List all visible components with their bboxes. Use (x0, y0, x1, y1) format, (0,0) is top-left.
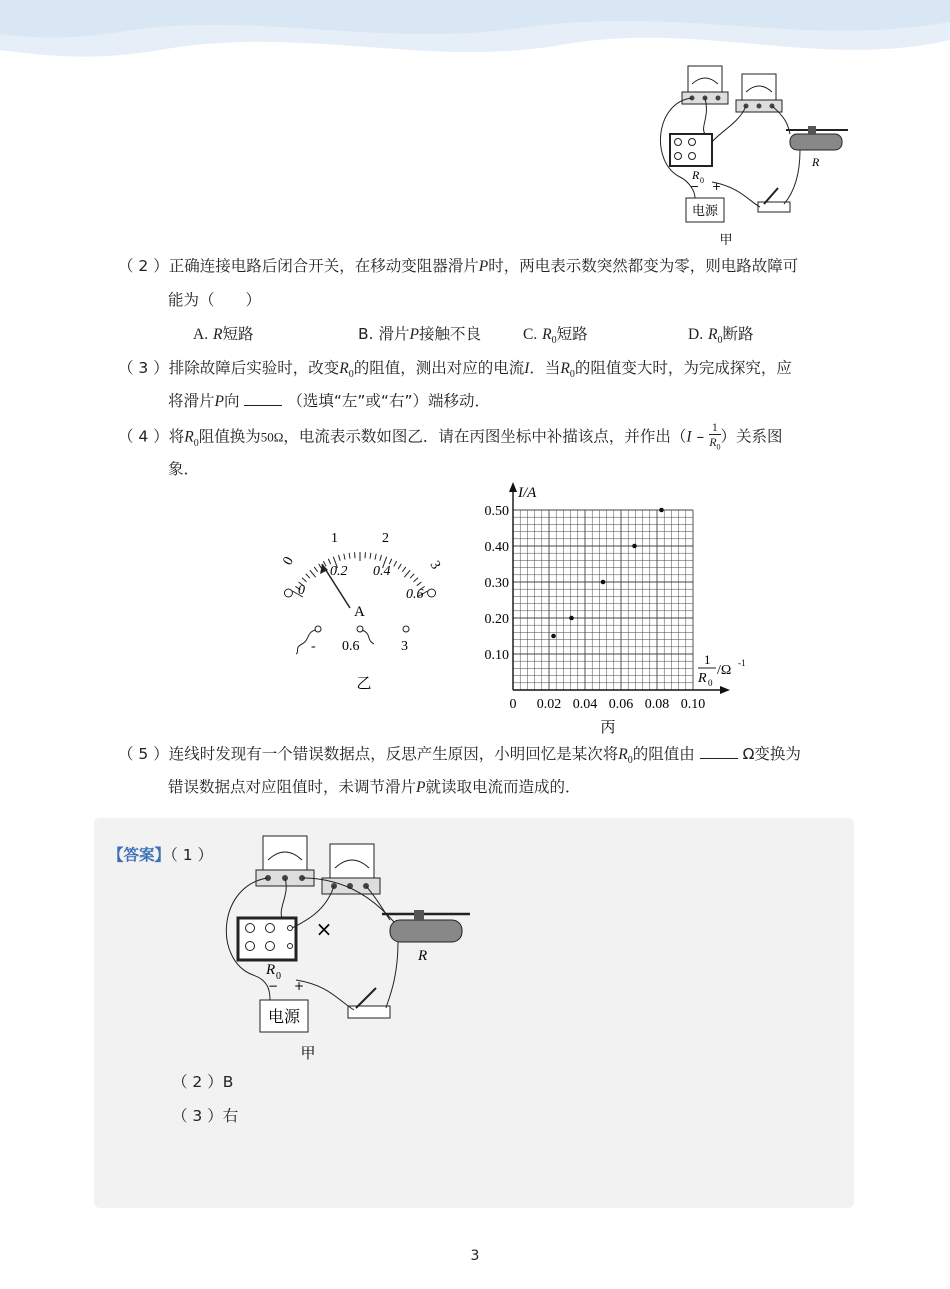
dial-tick (314, 567, 318, 572)
resistor-box-r0 (670, 134, 712, 166)
data-point (659, 508, 664, 513)
data-points (551, 508, 664, 639)
dial-tick (302, 578, 306, 582)
y-tick-label: 0.50 (484, 504, 509, 519)
power-label: 电源 (691, 204, 719, 219)
figure-label: 甲 (719, 233, 733, 247)
x-tick-label: 0.02 (536, 697, 562, 712)
dial-tick (414, 578, 418, 582)
question-3-line2: 将滑片P向 （选填“左”或“右”）端移动． (168, 392, 490, 410)
dial-tick (398, 564, 401, 569)
dial-tick (306, 574, 310, 578)
power-label: 电源 (267, 1007, 301, 1026)
unit-label: A (354, 604, 365, 620)
x-tick-label: 0 (509, 697, 517, 712)
answer-2: （ 2 ）B (172, 1073, 234, 1091)
option-b: B. 滑片P接触不良 (358, 325, 481, 343)
x-tick-label: 0.10 (680, 697, 706, 712)
dial-tick (370, 553, 371, 559)
scale-top-1: 1 (331, 531, 338, 546)
data-point (551, 634, 556, 639)
r0-sub: 0 (276, 971, 281, 982)
terminal-06: 0.6 (342, 639, 360, 654)
chart-axes (509, 482, 730, 694)
chart-figure-bing (470, 478, 760, 740)
answer-blank[interactable] (700, 746, 738, 759)
fraction-1-over-r0: $\frac{1}{R_0}$ (709, 420, 721, 452)
voltmeter-meter (736, 74, 782, 112)
dial-tick (404, 570, 410, 577)
r0-label: R (692, 168, 700, 182)
r-label: R (418, 948, 428, 964)
r0-label: R (266, 962, 276, 978)
data-point (569, 616, 574, 621)
x-axis-label-num: 1 (704, 652, 711, 667)
dial-tick (310, 570, 316, 577)
dial-tick (344, 554, 345, 560)
plus-sign: + (294, 979, 305, 993)
y-tick-label: 0.20 (484, 612, 509, 627)
x-axis-label-sub: 0 (708, 678, 713, 688)
question-3-line1: （ 3 ）排除故障后实验时，改变$R_0$的阻值，测出对应的电流I．当$R_0$的阻值变大时，为完成探究，应 (118, 359, 792, 381)
question-4-line1: （ 4 ）将$R_0$阻值换为50Ω，电流表示数如图乙．请在丙图坐标中补描该点，并作出（I – $\frac{1}{R_0}$ ）关系图 (118, 420, 783, 454)
question-5-line1: （ 5 ）连线时发现有一个错误数据点，反思产生原因，小明回忆是某次将$R_0$的阻值由 Ω变换为 (118, 745, 801, 767)
answer-blank[interactable] (244, 393, 282, 406)
ammeter-dial-figure-yi (270, 520, 460, 695)
chart-title: 丙 (600, 718, 616, 736)
dial-tick (417, 582, 422, 586)
scale-bottom-04: 0.4 (373, 564, 391, 579)
dial-tick (375, 554, 376, 560)
scale-bottom-0: 0 (298, 583, 305, 598)
answer-circuit-figure (218, 830, 480, 1062)
terminal-minus: - (311, 639, 316, 654)
question-2-line2: 能为（ ） (168, 291, 262, 309)
y-tick-label: 0.30 (484, 576, 509, 591)
data-point (601, 580, 606, 585)
dial-tick (402, 567, 406, 572)
x-axis-label-exp: -1 (738, 658, 746, 668)
x-axis-arrow (720, 686, 730, 694)
answer-heading: 【答案】（ 1 ） (108, 846, 213, 864)
option-a: A. R短路 (193, 325, 254, 343)
plus-sign: + (712, 180, 722, 193)
y-tick-labels (485, 504, 510, 663)
question-2-line1: （ 2 ）正确连接电路后闭合开关，在移动变阻器滑片P时，两电表示数突然都变为零，则电路故障可 (118, 257, 799, 275)
x-tick-labels (510, 697, 706, 712)
cross-mark: × (315, 917, 333, 941)
scale-top-0: 0 (280, 554, 297, 568)
minus-sign: − (690, 180, 700, 193)
x-tick-label: 0.06 (608, 697, 634, 712)
chart-grid (513, 510, 693, 690)
r0-sub: 0 (700, 176, 704, 185)
dial-end-left (284, 589, 292, 597)
answer-tag: 【答案】 (108, 846, 171, 864)
dial-tick (410, 574, 414, 578)
dial-tick (349, 553, 350, 559)
x-tick-label: 0.08 (644, 697, 670, 712)
x-axis-label-den: R (698, 671, 707, 686)
minus-sign: − (268, 979, 279, 993)
rheostat (786, 126, 848, 150)
y-axis-label: I/A (518, 485, 537, 501)
question-5-line2: 错误数据点对应阻值时，未调节滑片P就读取电流而造成的． (168, 778, 581, 796)
switch (758, 188, 790, 212)
scale-bottom-02: 0.2 (330, 564, 348, 579)
scale-bottom-06: 0.6 (406, 587, 424, 602)
scale-top-2: 2 (382, 531, 389, 546)
dial-end-right (428, 589, 436, 597)
scale-top-3: 3 (426, 558, 444, 573)
dial-tick (380, 555, 382, 561)
data-point (632, 544, 637, 549)
option-d: D. $R_0$断路 (688, 325, 754, 347)
option-c: C. $R_0$短路 (523, 325, 588, 347)
figure-label: 乙 (356, 674, 372, 692)
x-tick-label: 0.04 (572, 697, 598, 712)
r-label: R (812, 155, 820, 169)
question-4-line2: 象． (168, 460, 200, 478)
terminal-3: 3 (401, 639, 408, 654)
page-number: 3 (470, 1248, 480, 1264)
circuit-figure-jia (650, 62, 860, 247)
figure-label: 甲 (300, 1044, 316, 1062)
x-axis-label-unit: /Ω (717, 663, 732, 678)
y-axis-arrow (509, 482, 517, 492)
answer-3: （ 3 ）右 (172, 1107, 239, 1125)
header-wave-decoration (0, 0, 950, 70)
dial-tick (394, 561, 397, 566)
y-tick-label: 0.10 (484, 648, 509, 663)
dial-tick (339, 555, 341, 561)
y-tick-label: 0.40 (484, 540, 509, 555)
